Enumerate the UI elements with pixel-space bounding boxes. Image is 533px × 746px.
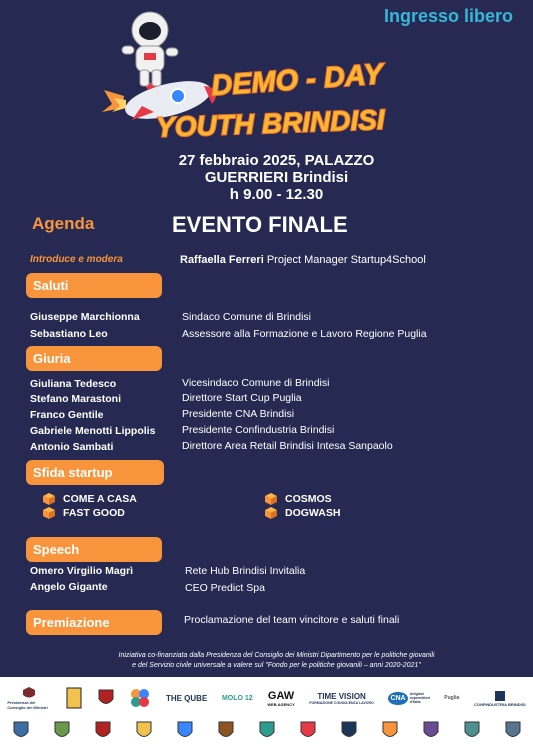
logos-row-top bbox=[0, 683, 533, 713]
gaw-label: GAW bbox=[267, 689, 295, 702]
intro-role: Introduce e modera bbox=[30, 254, 123, 265]
confindustria-label: CONFINDUSTRIA BRINDISI bbox=[473, 701, 526, 707]
ingresso-libero-label: Ingresso libero bbox=[383, 6, 513, 26]
puglia-logo bbox=[444, 695, 459, 701]
funding-footnote bbox=[0, 651, 533, 671]
saluti-role: Sindaco Comune di Brindisi bbox=[182, 311, 311, 323]
speech-name: Omero Virgilio Magrì bbox=[30, 565, 134, 577]
municipality-crest-icon bbox=[382, 720, 398, 742]
hero-title-youth-brindisi: YOUTH BRINDISI bbox=[155, 103, 386, 143]
agenda-label: Agenda bbox=[32, 214, 95, 233]
the-qube-logo bbox=[166, 694, 207, 703]
astronaut-icon bbox=[122, 12, 178, 86]
giuria-role: Direttore Area Retail Brindisi Intesa Sanpaolo bbox=[182, 440, 393, 452]
cna-logo bbox=[388, 692, 429, 705]
evento-finale-title: EVENTO FINALE bbox=[172, 212, 348, 237]
startup-item bbox=[265, 493, 332, 505]
time-vision-label: TIME VISION bbox=[317, 691, 366, 701]
giuria-role: Direttore Start Cup Puglia bbox=[182, 392, 302, 404]
cube-icon bbox=[43, 507, 55, 519]
cube-icon bbox=[265, 493, 277, 505]
brindisi-crest-logo bbox=[97, 687, 115, 709]
saluti-name: Sebastiano Leo bbox=[30, 328, 108, 340]
giuria-role: Vicesindaco Comune di Brindisi bbox=[182, 377, 330, 389]
startup-name: COME A CASA bbox=[63, 493, 137, 505]
giuria-name: Franco Gentile bbox=[30, 409, 104, 421]
confindustria-icon bbox=[494, 690, 506, 702]
hero-graphic bbox=[96, 8, 436, 148]
footnote-line: e del Servizio civile universale a valere sul "Fondo per le politiche giovanili – anni 2020-2021" bbox=[132, 662, 421, 669]
speech-name: Angelo Gigante bbox=[30, 581, 108, 593]
startup-name: COSMOS bbox=[285, 493, 332, 505]
municipality-crest-icon bbox=[300, 720, 316, 742]
footnote-line: Iniziativa co-finanziata dalla Presidenza del Consiglio dei Ministri Dipartimento per le politiche giovanili bbox=[118, 652, 435, 659]
section-saluti: Saluti bbox=[26, 273, 162, 298]
time-vision-sub-label: FORMAZIONE CONSULENZA LAVORO bbox=[309, 700, 374, 705]
event-date: 27 febbraio 2025, PALAZZO bbox=[178, 152, 375, 169]
section-premiazione: Premiazione bbox=[26, 610, 162, 635]
giuria-name: Stefano Marastoni bbox=[30, 393, 122, 405]
cube-icon bbox=[43, 493, 55, 505]
confindustria-logo bbox=[474, 690, 526, 707]
municipality-crest-icon bbox=[505, 720, 521, 742]
startup-name: FAST GOOD bbox=[63, 507, 125, 519]
event-time: h 9.00 - 12.30 bbox=[229, 186, 324, 203]
giuria-role: Presidente CNA Brindisi bbox=[182, 408, 295, 420]
hero-title-demo-day: DEMO - DAY bbox=[210, 58, 384, 103]
intro-title: Project Manager Startup4School bbox=[266, 254, 426, 266]
municipality-crest-icon bbox=[13, 720, 29, 742]
saluti-role: Assessore alla Formazione e Lavoro Regione Puglia bbox=[182, 328, 427, 340]
municipality-crest-icon bbox=[464, 720, 480, 742]
municipality-crest-icon bbox=[136, 720, 152, 742]
speech-role: Rete Hub Brindisi Invitalia bbox=[185, 565, 306, 577]
section-sfida-startup: Sfida startup bbox=[26, 460, 164, 485]
municipality-crest-icon bbox=[54, 720, 70, 742]
cna-sub-label: Artigiani imprenditori d'Italia bbox=[409, 692, 431, 704]
cube-icon bbox=[265, 507, 277, 519]
section-speech: Speech bbox=[26, 537, 162, 562]
gaw-logo bbox=[267, 690, 294, 707]
premiazione-text: Proclamazione del team vincitore e saluti finali bbox=[184, 614, 400, 626]
event-date-block bbox=[0, 152, 533, 203]
startup-item bbox=[265, 507, 340, 519]
giuria-name: Giuliana Tedesco bbox=[30, 378, 117, 390]
startup-item bbox=[43, 493, 137, 505]
giuria-role: Presidente Confindustria Brindisi bbox=[182, 424, 335, 436]
giovani-logo bbox=[66, 687, 82, 709]
startup-item bbox=[43, 507, 125, 519]
giuria-name: Antonio Sambati bbox=[30, 441, 114, 453]
molo12-label: MOLO 12 bbox=[221, 694, 253, 702]
emblem-icon bbox=[22, 686, 36, 700]
event-venue: GUERRIERI Brindisi bbox=[204, 169, 349, 186]
gaw-sub-label: WEB AGENCY bbox=[267, 701, 295, 707]
giuria-name: Gabriele Menotti Lippolis bbox=[30, 425, 156, 437]
municipality-crest-icon bbox=[341, 720, 357, 742]
municipality-crest-icon bbox=[423, 720, 439, 742]
municipality-crest-icon bbox=[259, 720, 275, 742]
saluti-name: Giuseppe Marchionna bbox=[30, 311, 140, 323]
municipality-crest-icon bbox=[177, 720, 193, 742]
municipality-crest-icon bbox=[95, 720, 111, 742]
the-qube-label: THE QUBE bbox=[165, 693, 208, 703]
partner-logos-strip bbox=[0, 677, 533, 746]
presidenza-logo bbox=[7, 686, 51, 710]
intro-name: Raffaella Ferreri bbox=[180, 254, 264, 266]
molo12-logo bbox=[222, 695, 253, 702]
municipality-crest-icon bbox=[218, 720, 234, 742]
puglia-label: Puglia bbox=[444, 695, 460, 701]
time-vision-logo bbox=[309, 692, 373, 705]
case-di-quartiere-logo bbox=[129, 687, 151, 709]
section-giuria: Giuria bbox=[26, 346, 162, 371]
presidenza-logo-label: Presidenza del Consiglio dei Ministri bbox=[7, 700, 48, 710]
speech-role: CEO Predict Spa bbox=[185, 582, 265, 594]
startup-name: DOGWASH bbox=[285, 507, 341, 519]
logos-row-crests bbox=[0, 717, 533, 744]
intro-person bbox=[180, 254, 426, 266]
cna-label: CNA bbox=[388, 692, 407, 705]
